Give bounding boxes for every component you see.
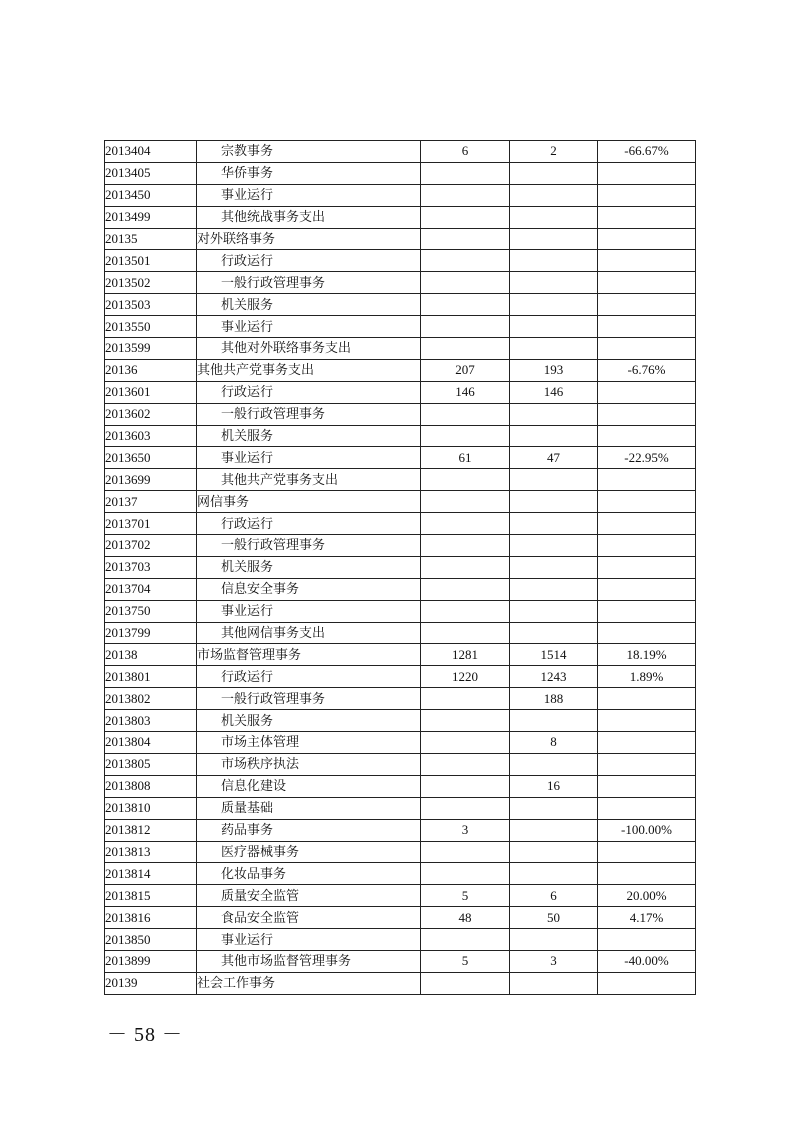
current-amount-cell (510, 425, 598, 447)
current-amount-cell (510, 863, 598, 885)
subject-name-cell: 其他共产党事务支出 (197, 469, 421, 491)
previous-amount-cell (421, 403, 510, 425)
change-rate-cell (598, 753, 696, 775)
table-row (105, 403, 696, 425)
page-number: － 58 － (107, 1024, 183, 1046)
subject-code-cell: 20139 (105, 972, 197, 994)
table-row (105, 841, 696, 863)
current-amount-cell (510, 753, 598, 775)
table-row (105, 863, 696, 885)
subject-name-cell: 对外联络事务 (197, 228, 421, 250)
subject-name-cell: 行政运行 (197, 513, 421, 535)
subject-code-cell: 2013704 (105, 578, 197, 600)
subject-name-cell: 市场监督管理事务 (197, 644, 421, 666)
change-rate-cell (598, 688, 696, 710)
subject-code-cell: 2013703 (105, 556, 197, 578)
table-row (105, 250, 696, 272)
table-row (105, 622, 696, 644)
current-amount-cell: 3 (510, 950, 598, 972)
change-rate-cell (598, 775, 696, 797)
change-rate-cell (598, 732, 696, 754)
table-row (105, 184, 696, 206)
current-amount-cell (510, 250, 598, 272)
change-rate-cell (598, 622, 696, 644)
change-rate-cell (598, 316, 696, 338)
previous-amount-cell (421, 338, 510, 360)
table-row (105, 710, 696, 732)
table-row (105, 688, 696, 710)
change-rate-cell (598, 797, 696, 819)
table-row (105, 819, 696, 841)
current-amount-cell (510, 162, 598, 184)
previous-amount-cell: 5 (421, 885, 510, 907)
subject-code-cell: 20135 (105, 228, 197, 250)
subject-name-cell: 事业运行 (197, 184, 421, 206)
previous-amount-cell (421, 425, 510, 447)
previous-amount-cell: 1220 (421, 666, 510, 688)
subject-name-cell: 其他市场监督管理事务 (197, 950, 421, 972)
table-body (105, 141, 696, 995)
previous-amount-cell (421, 578, 510, 600)
subject-name-cell: 事业运行 (197, 316, 421, 338)
previous-amount-cell: 48 (421, 907, 510, 929)
change-rate-cell (598, 469, 696, 491)
current-amount-cell: 8 (510, 732, 598, 754)
subject-code-cell: 2013550 (105, 316, 197, 338)
subject-name-cell: 宗教事务 (197, 141, 421, 163)
subject-name-cell: 市场秩序执法 (197, 753, 421, 775)
table-row (105, 950, 696, 972)
subject-name-cell: 网信事务 (197, 491, 421, 513)
subject-code-cell: 2013813 (105, 841, 197, 863)
current-amount-cell: 47 (510, 447, 598, 469)
previous-amount-cell (421, 732, 510, 754)
current-amount-cell (510, 513, 598, 535)
table-row (105, 775, 696, 797)
subject-code-cell: 2013810 (105, 797, 197, 819)
previous-amount-cell (421, 710, 510, 732)
current-amount-cell: 146 (510, 381, 598, 403)
table-row (105, 732, 696, 754)
subject-name-cell: 事业运行 (197, 600, 421, 622)
previous-amount-cell: 3 (421, 819, 510, 841)
current-amount-cell (510, 491, 598, 513)
table-row (105, 578, 696, 600)
previous-amount-cell (421, 206, 510, 228)
current-amount-cell: 188 (510, 688, 598, 710)
change-rate-cell (598, 206, 696, 228)
subject-code-cell: 2013699 (105, 469, 197, 491)
previous-amount-cell (421, 556, 510, 578)
subject-name-cell: 其他统战事务支出 (197, 206, 421, 228)
previous-amount-cell (421, 863, 510, 885)
subject-code-cell: 2013502 (105, 272, 197, 294)
change-rate-cell: 20.00% (598, 885, 696, 907)
table-row (105, 316, 696, 338)
change-rate-cell (598, 491, 696, 513)
previous-amount-cell (421, 929, 510, 951)
subject-name-cell: 行政运行 (197, 381, 421, 403)
previous-amount-cell (421, 688, 510, 710)
previous-amount-cell: 61 (421, 447, 510, 469)
previous-amount-cell (421, 162, 510, 184)
current-amount-cell: 193 (510, 359, 598, 381)
current-amount-cell: 16 (510, 775, 598, 797)
table-row (105, 381, 696, 403)
subject-name-cell: 质量基础 (197, 797, 421, 819)
change-rate-cell: -6.76% (598, 359, 696, 381)
table-row (105, 929, 696, 951)
change-rate-cell (598, 929, 696, 951)
current-amount-cell (510, 972, 598, 994)
subject-name-cell: 行政运行 (197, 666, 421, 688)
current-amount-cell (510, 294, 598, 316)
subject-name-cell: 事业运行 (197, 447, 421, 469)
table-row (105, 907, 696, 929)
change-rate-cell (598, 272, 696, 294)
change-rate-cell: 4.17% (598, 907, 696, 929)
subject-code-cell: 2013404 (105, 141, 197, 163)
change-rate-cell: -66.67% (598, 141, 696, 163)
table-row (105, 338, 696, 360)
previous-amount-cell: 146 (421, 381, 510, 403)
subject-code-cell: 2013750 (105, 600, 197, 622)
table-row (105, 535, 696, 557)
table-row (105, 666, 696, 688)
subject-code-cell: 2013603 (105, 425, 197, 447)
subject-code-cell: 2013650 (105, 447, 197, 469)
table-row (105, 885, 696, 907)
subject-name-cell: 行政运行 (197, 250, 421, 272)
current-amount-cell: 1243 (510, 666, 598, 688)
table-row (105, 206, 696, 228)
table-row (105, 272, 696, 294)
table-row (105, 294, 696, 316)
change-rate-cell (598, 578, 696, 600)
change-rate-cell (598, 184, 696, 206)
previous-amount-cell: 207 (421, 359, 510, 381)
subject-name-cell: 其他网信事务支出 (197, 622, 421, 644)
change-rate-cell (598, 294, 696, 316)
change-rate-cell (598, 403, 696, 425)
subject-name-cell: 机关服务 (197, 425, 421, 447)
current-amount-cell (510, 184, 598, 206)
subject-name-cell: 化妆品事务 (197, 863, 421, 885)
table-row (105, 797, 696, 819)
change-rate-cell: -40.00% (598, 950, 696, 972)
subject-name-cell: 一般行政管理事务 (197, 688, 421, 710)
change-rate-cell: 18.19% (598, 644, 696, 666)
subject-code-cell: 2013450 (105, 184, 197, 206)
table-row (105, 753, 696, 775)
subject-name-cell: 一般行政管理事务 (197, 535, 421, 557)
previous-amount-cell: 6 (421, 141, 510, 163)
change-rate-cell: 1.89% (598, 666, 696, 688)
previous-amount-cell (421, 316, 510, 338)
previous-amount-cell (421, 491, 510, 513)
current-amount-cell (510, 819, 598, 841)
table-row (105, 425, 696, 447)
current-amount-cell: 1514 (510, 644, 598, 666)
subject-code-cell: 2013805 (105, 753, 197, 775)
subject-code-cell: 2013802 (105, 688, 197, 710)
subject-name-cell: 药品事务 (197, 819, 421, 841)
change-rate-cell (598, 556, 696, 578)
current-amount-cell (510, 228, 598, 250)
current-amount-cell (510, 338, 598, 360)
change-rate-cell (598, 600, 696, 622)
subject-name-cell: 机关服务 (197, 710, 421, 732)
current-amount-cell: 50 (510, 907, 598, 929)
subject-name-cell: 质量安全监管 (197, 885, 421, 907)
change-rate-cell: -22.95% (598, 447, 696, 469)
current-amount-cell: 2 (510, 141, 598, 163)
table-row (105, 228, 696, 250)
subject-code-cell: 2013702 (105, 535, 197, 557)
subject-name-cell: 机关服务 (197, 556, 421, 578)
change-rate-cell (598, 338, 696, 360)
budget-expenditure-table (104, 140, 696, 995)
previous-amount-cell (421, 228, 510, 250)
subject-code-cell: 2013804 (105, 732, 197, 754)
change-rate-cell (598, 228, 696, 250)
subject-name-cell: 华侨事务 (197, 162, 421, 184)
change-rate-cell (598, 535, 696, 557)
subject-code-cell: 2013602 (105, 403, 197, 425)
previous-amount-cell (421, 294, 510, 316)
table-row (105, 513, 696, 535)
subject-name-cell: 一般行政管理事务 (197, 403, 421, 425)
current-amount-cell (510, 622, 598, 644)
table-row (105, 600, 696, 622)
previous-amount-cell (421, 622, 510, 644)
previous-amount-cell (421, 972, 510, 994)
previous-amount-cell (421, 753, 510, 775)
subject-name-cell: 一般行政管理事务 (197, 272, 421, 294)
subject-name-cell: 信息安全事务 (197, 578, 421, 600)
previous-amount-cell: 1281 (421, 644, 510, 666)
change-rate-cell (598, 425, 696, 447)
subject-code-cell: 2013850 (105, 929, 197, 951)
subject-code-cell: 2013501 (105, 250, 197, 272)
change-rate-cell (598, 162, 696, 184)
subject-name-cell: 信息化建设 (197, 775, 421, 797)
subject-code-cell: 2013503 (105, 294, 197, 316)
change-rate-cell (598, 710, 696, 732)
subject-code-cell: 2013601 (105, 381, 197, 403)
current-amount-cell (510, 797, 598, 819)
subject-code-cell: 2013808 (105, 775, 197, 797)
current-amount-cell (510, 272, 598, 294)
previous-amount-cell (421, 797, 510, 819)
table-row (105, 491, 696, 513)
subject-name-cell: 机关服务 (197, 294, 421, 316)
previous-amount-cell (421, 775, 510, 797)
table-row (105, 972, 696, 994)
subject-name-cell: 市场主体管理 (197, 732, 421, 754)
table-row (105, 447, 696, 469)
current-amount-cell (510, 556, 598, 578)
previous-amount-cell (421, 250, 510, 272)
subject-name-cell: 医疗器械事务 (197, 841, 421, 863)
previous-amount-cell (421, 841, 510, 863)
previous-amount-cell (421, 469, 510, 491)
subject-code-cell: 2013812 (105, 819, 197, 841)
previous-amount-cell (421, 513, 510, 535)
change-rate-cell (598, 841, 696, 863)
subject-name-cell: 事业运行 (197, 929, 421, 951)
change-rate-cell (598, 863, 696, 885)
table-row (105, 359, 696, 381)
subject-name-cell: 其他对外联络事务支出 (197, 338, 421, 360)
table-row (105, 469, 696, 491)
subject-code-cell: 2013405 (105, 162, 197, 184)
change-rate-cell: -100.00% (598, 819, 696, 841)
subject-code-cell: 2013814 (105, 863, 197, 885)
change-rate-cell (598, 381, 696, 403)
table-row (105, 141, 696, 163)
current-amount-cell (510, 316, 598, 338)
previous-amount-cell (421, 600, 510, 622)
previous-amount-cell (421, 272, 510, 294)
current-amount-cell (510, 929, 598, 951)
subject-code-cell: 2013499 (105, 206, 197, 228)
previous-amount-cell (421, 535, 510, 557)
current-amount-cell (510, 469, 598, 491)
previous-amount-cell (421, 184, 510, 206)
table-row (105, 644, 696, 666)
current-amount-cell: 6 (510, 885, 598, 907)
current-amount-cell (510, 578, 598, 600)
current-amount-cell (510, 535, 598, 557)
table-row (105, 556, 696, 578)
table-row (105, 162, 696, 184)
subject-name-cell: 其他共产党事务支出 (197, 359, 421, 381)
current-amount-cell (510, 710, 598, 732)
subject-code-cell: 20137 (105, 491, 197, 513)
subject-code-cell: 2013899 (105, 950, 197, 972)
subject-code-cell: 2013799 (105, 622, 197, 644)
current-amount-cell (510, 841, 598, 863)
current-amount-cell (510, 600, 598, 622)
subject-code-cell: 2013803 (105, 710, 197, 732)
subject-code-cell: 2013815 (105, 885, 197, 907)
subject-code-cell: 2013701 (105, 513, 197, 535)
subject-name-cell: 食品安全监管 (197, 907, 421, 929)
subject-code-cell: 20138 (105, 644, 197, 666)
change-rate-cell (598, 513, 696, 535)
subject-code-cell: 2013816 (105, 907, 197, 929)
current-amount-cell (510, 403, 598, 425)
subject-code-cell: 2013801 (105, 666, 197, 688)
previous-amount-cell: 5 (421, 950, 510, 972)
subject-name-cell: 社会工作事务 (197, 972, 421, 994)
change-rate-cell (598, 250, 696, 272)
subject-code-cell: 2013599 (105, 338, 197, 360)
subject-code-cell: 20136 (105, 359, 197, 381)
current-amount-cell (510, 206, 598, 228)
change-rate-cell (598, 972, 696, 994)
